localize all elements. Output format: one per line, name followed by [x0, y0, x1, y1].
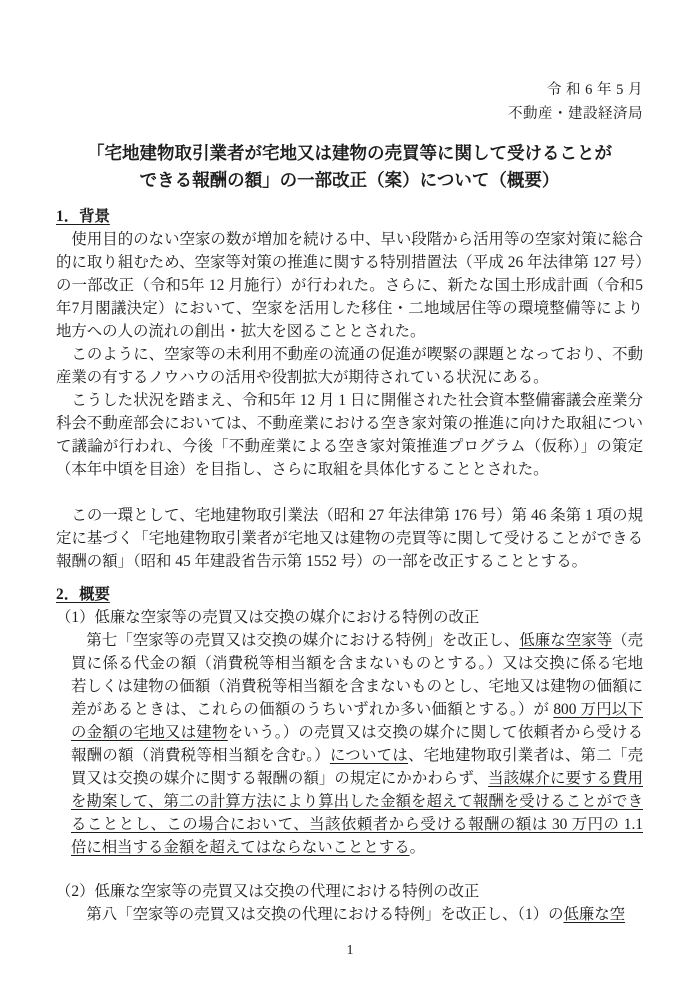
section-2-heading-text: 2．概要: [56, 586, 110, 603]
overview-item-2-label: （2）低廉な空家等の売買又は交換の代理における特例の改正: [56, 883, 480, 900]
page-title-line-2: できる報酬の額」の一部改正（案）について（概要）: [139, 170, 560, 190]
overview-item-1-body: 第七「空家等の売買又は交換の媒介における特例」を改正し、低廉な空家等（売買に係る代金の額（消費税等相当額を含まないものとする。）又は交換に係る宅地若しくは建物の価額（消費税等相当額を含まないものとし、宅地又は建物の価額に差があるときは、これらの価額のうちいずれか多い価額とする。）が 800 万円以下の金額の宅地又は建物をいう。）の売買又は交換の媒介に関して依頼者から受ける報酬の額（消費税等相当額を含む。）については、宅地建物取引業者は、第二「売買又は交換の媒介に関する報酬の額」の規定にかかわらず、当該媒介に要する費用を勘案して、第二の計算方法により算出した金額を超えて報酬を受けることができることとし、この場合において、当該依頼者から受ける報酬の額は 30 万円の 1.1 倍に相当する金額を超えてはならないこととする。: [71, 632, 643, 856]
section-2-heading: [56, 583, 643, 606]
background-paragraph-4: この一環として、宅地建物取引業法（昭和 27 年法律第 176 号）第 46 条第 1 項の規定に基づく「宅地建物取引業者が宅地又は建物の売買等に関して受けることができる報酬の額」（昭和 45 年建設省告示第 1552 号）の一部を改正することとする。: [56, 507, 643, 570]
overview-item-2-body: 第八「空家等の売買又は交換の代理における特例」を改正し、（1）の低廉な空: [86, 906, 626, 923]
background-paragraph-3: こうした状況を踏まえ、令和5年 12 月 1 日に開催された社会資本整備審議会産業分科会不動産部会においては、不動産業における空き家対策の推進に向けた取組について議論が行われ、今後「不動産業による空き家対策推進プログラム（仮称）」の策定（本年中頃を目途）を目指し、さらに取組を具体化することとされた。: [56, 392, 643, 478]
page-number: 1: [346, 943, 354, 958]
section-overview: [56, 583, 643, 926]
date-line: 令 和 6 年 5 月: [546, 82, 643, 98]
overview-item-1-label: （1）低廉な空家等の売買又は交換の媒介における特例の改正: [56, 609, 480, 626]
overview-item-1: [56, 606, 643, 859]
background-paragraph-2: このように、空家等の未利用不動産の流通の促進が喫緊の課題となっており、不動産業の有するノウハウの活用や役割拡大が期待されている状況にある。: [56, 346, 643, 386]
page-title: [56, 140, 643, 194]
background-paragraph-1: 使用目的のない空家の数が増加を続ける中、早い段階から活用等の空家対策に総合的に取り組むため、空家等対策の推進に関する特別措置法（平成 26 年法律第 127 号）の一部改正（令和5年 12 月施行）が行われた。さらに、新たな国土形成計画（令和5年7月閣議決定）において、空家を活用した移住・二地域居住等の環境整備等により地方への人の流れの創出・拡大を図ることとされた。: [56, 231, 643, 340]
document-header: [56, 78, 643, 126]
section-background: [56, 205, 643, 573]
department-line: 不動産・建設経済局: [508, 106, 643, 122]
section-1-heading: [56, 205, 643, 228]
overview-item-2: [56, 880, 643, 926]
section-1-heading-text: 1．背景: [56, 208, 110, 225]
page-title-line-1: 「宅地建物取引業者が宅地又は建物の売買等に関して受けることが: [87, 143, 612, 163]
